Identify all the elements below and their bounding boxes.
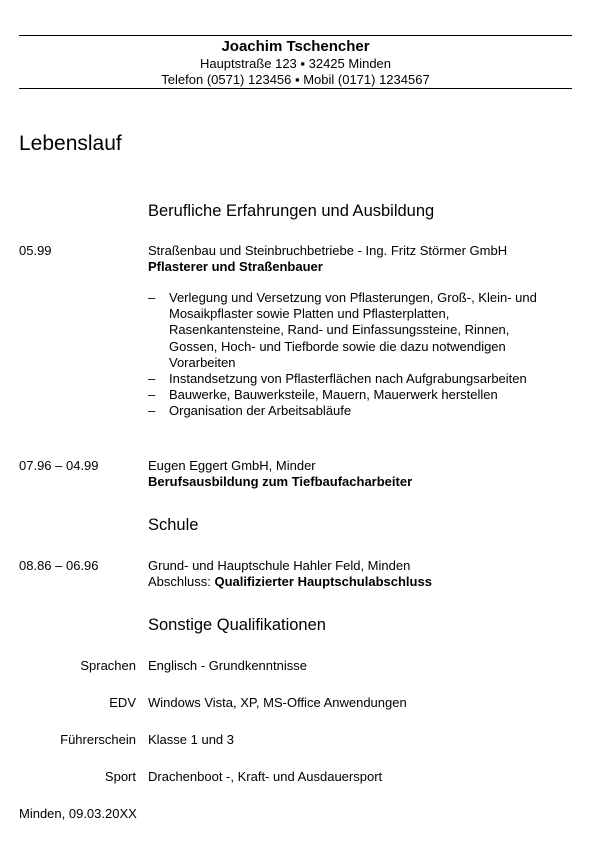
entry-position: Pflasterer und Straßenbauer (148, 259, 323, 274)
section-heading-school: Schule (148, 516, 199, 534)
school-degree-label: Abschluss: (148, 574, 215, 589)
qualification-value: Windows Vista, XP, MS-Office Anwendungen (148, 695, 407, 710)
qualification-value: Drachenboot -, Kraft- und Ausdauersport (148, 769, 383, 784)
section-heading-experience: Berufliche Erfahrungen und Ausbildung (148, 202, 435, 220)
school-date: 08.86 – 06.96 (19, 558, 99, 573)
section-heading-other: Sonstige Qualifikationen (148, 616, 326, 634)
task-text: Bauwerke, Bauwerksteile, Mauern, Mauerwerk herstellen (169, 387, 498, 403)
applicant-address: Hauptstraße 123 ▪ 32425 Minden (199, 56, 392, 71)
qualification-value: Englisch - Grundkenntnisse (148, 658, 307, 673)
entry-company: Straßenbau und Steinbruchbetriebe - Ing. Fritz Störmer GmbH (148, 243, 508, 258)
bullet-dash: – (148, 371, 156, 387)
bullet-dash: – (148, 290, 156, 305)
bullet-dash: – (148, 387, 156, 403)
school-degree: Qualifizierter Hauptschulabschluss (214, 574, 432, 589)
header-bottom-rule (19, 88, 572, 89)
applicant-phone: Telefon (0571) 123456 ▪ Mobil (0171) 1234567 (161, 72, 430, 87)
list-item (148, 290, 548, 371)
school-degree-line (148, 574, 432, 590)
header-top-rule (19, 35, 572, 36)
qualification-value: Klasse 1 und 3 (148, 732, 235, 747)
task-text: Verlegung und Versetzung von Pflasterungen, Groß-, Klein- und Mosaikpflaster sowie Platten und Pflasterplatten, Rasenkantensteine, Rand- und Einfassungssteine, Rinnen, Gossen, Hoch- und Tiefborde sowie die dazu notwendigen Vorarbeiten (169, 290, 537, 370)
list-item (148, 371, 548, 387)
entry-company: Eugen Eggert GmbH, Minder (148, 458, 316, 473)
list-item (148, 403, 548, 419)
qualification-label: Sprachen (80, 658, 136, 673)
task-text: Organisation der Arbeitsabläufe (169, 403, 352, 419)
entry-date: 05.99 (19, 243, 52, 258)
task-list (148, 290, 548, 420)
task-text: Instandsetzung von Pflasterflächen nach Aufgrabungsarbeiten (169, 371, 527, 387)
entry-date: 07.96 – 04.99 (19, 458, 99, 473)
page-title: Lebenslauf (19, 132, 122, 155)
bullet-dash: – (148, 403, 156, 419)
applicant-name: Joachim Tschencher (221, 38, 370, 55)
qualification-label: EDV (109, 695, 136, 710)
list-item (148, 387, 548, 403)
qualification-label: Sport (104, 769, 136, 784)
entry-position: Berufsausbildung zum Tiefbaufacharbeiter (148, 474, 413, 489)
place-and-date: Minden, 09.03.20XX (19, 806, 137, 821)
qualification-label: Führerschein (60, 732, 136, 747)
school-name: Grund- und Hauptschule Hahler Feld, Minden (148, 558, 411, 573)
